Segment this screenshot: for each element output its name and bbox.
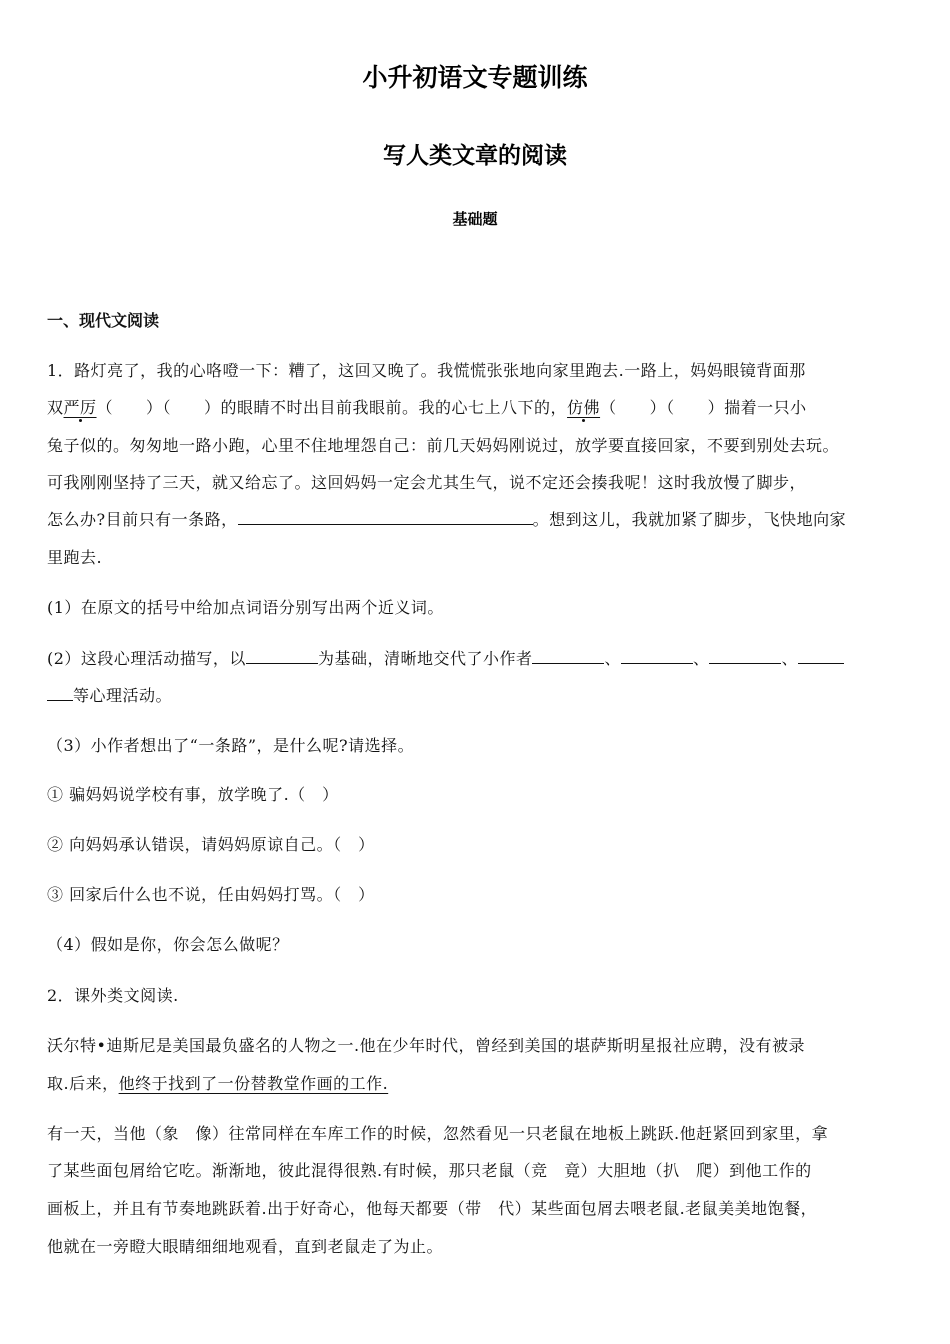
q1-line-5-end: 。想到这儿，我就加紧了脚步，飞快地向家 (532, 510, 847, 529)
q2-para1-line-1: 沃尔特•迪斯尼是美国最负盛名的人物之一.他在少年时代，曾经到美国的堪萨斯明星报社应聘，没有被录 (47, 1036, 806, 1055)
q1-line-2-end: （ ）（ ）揣着一只小 (600, 398, 807, 417)
answer-blank-feeling-2[interactable] (621, 649, 693, 664)
answer-blank-feeling-1[interactable] (532, 649, 604, 664)
q1-sub4: （4）假如是你，你会怎么做呢？ (47, 935, 289, 954)
page-subtitle: 写人类文章的阅读 (383, 143, 567, 169)
q1-sub2-mid: 为基础，清晰地交代了小作者 (317, 649, 533, 668)
q2-para2-line-3: 画板上，并且有节奏地跳跃着.出于好奇心，他每天都要（带 代）某些面包屑去喂老鼠.老鼠美美地饱餐， (47, 1199, 818, 1218)
section-heading: 一、现代文阅读 (47, 311, 160, 330)
q1-sub2-sep-1: 、 (604, 649, 621, 668)
q1-sub2 (47, 646, 844, 669)
q1-sub3: （3）小作者想出了“一条路”，是什么呢?请选择。 (47, 736, 415, 755)
q1-sub2-cont (47, 683, 172, 706)
q1-line-2-start: 双 (47, 398, 64, 417)
q1-line-3: 兔子似的。匆匆地一路小跑，心里不住地埋怨自己：前几天妈妈刚说过，放学要直接回家，不要到别处去玩。 (47, 436, 840, 455)
answer-blank-feeling-3[interactable] (709, 649, 781, 664)
q2-para2-line-4: 他就在一旁瞪大眼睛细细地观看，直到老鼠走了为止。 (47, 1237, 444, 1256)
q1-sub2-end: 等心理活动。 (73, 686, 173, 705)
q2-para1-line-2-start: 取.后来， (47, 1074, 119, 1093)
option-3[interactable]: ③ 回家后什么也不说，任由妈妈打骂。（ ） (47, 885, 375, 904)
underlined-sentence: 他终于找到了一份替教堂作画的工作. (118, 1074, 389, 1093)
q1-line-6: 里跑去. (47, 548, 103, 567)
answer-blank-path[interactable] (238, 510, 533, 525)
option-2[interactable]: ② 向妈妈承认错误，请妈妈原谅自己。（ ） (47, 835, 375, 854)
answer-blank-feeling-4b[interactable] (47, 686, 73, 701)
q2-label: 2．课外类文阅读. (47, 986, 179, 1005)
q1-sub2-sep-3: 、 (781, 649, 798, 668)
keyword-fangfu (567, 398, 600, 417)
keyword-yanli (64, 398, 97, 417)
answer-blank-basis[interactable] (246, 649, 318, 664)
q1-line-4: 可我刚刚坚持了三天，就又给忘了。这回妈妈一定会尤其生气，说不定还会揍我呢！这时我放慢了脚步， (47, 473, 807, 492)
keyword-yanli-text: 严厉 (63, 398, 97, 417)
q2-para2-line-1: 有一天，当他（象 像）往常同样在车库工作的时候，忽然看见一只老鼠在地板上跳跃.他赶紧回到家里，拿 (47, 1124, 829, 1143)
q1-line-1: 1．路灯亮了，我的心咯噔一下：糟了，这回又晚了。我慌慌张张地向家里跑去.一路上，妈妈眼镜背面那 (47, 361, 806, 380)
q1-line-2-mid: （ ）（ ）的眼睛不时出目前我眼前。我的心七上八下的， (96, 398, 568, 417)
page-title: 小升初语文专题训练 (362, 63, 588, 92)
q1-line-5-start: 怎么办?目前只有一条路， (47, 510, 238, 529)
q1-sub2-start: (2）这段心理活动描写，以 (47, 649, 246, 668)
q1-line-2 (47, 395, 807, 418)
q2-para2-line-2: 了某些面包屑给它吃。渐渐地，彼此混得很熟.有时候，那只老鼠（竞 竟）大胆地（扒 爬）到他工作的 (47, 1161, 812, 1180)
keyword-fangfu-text: 仿佛 (567, 398, 601, 417)
option-1[interactable]: ① 骗妈妈说学校有事，放学晚了.（ ） (47, 785, 339, 804)
q2-para1-line-2 (47, 1071, 388, 1094)
q1-sub1: (1）在原文的括号中给加点词语分别写出两个近义词。 (47, 598, 444, 617)
q1-line-5 (47, 507, 846, 530)
answer-blank-feeling-4a[interactable] (798, 649, 844, 664)
level-heading: 基础题 (452, 210, 498, 228)
q1-sub2-sep-2: 、 (692, 649, 710, 668)
